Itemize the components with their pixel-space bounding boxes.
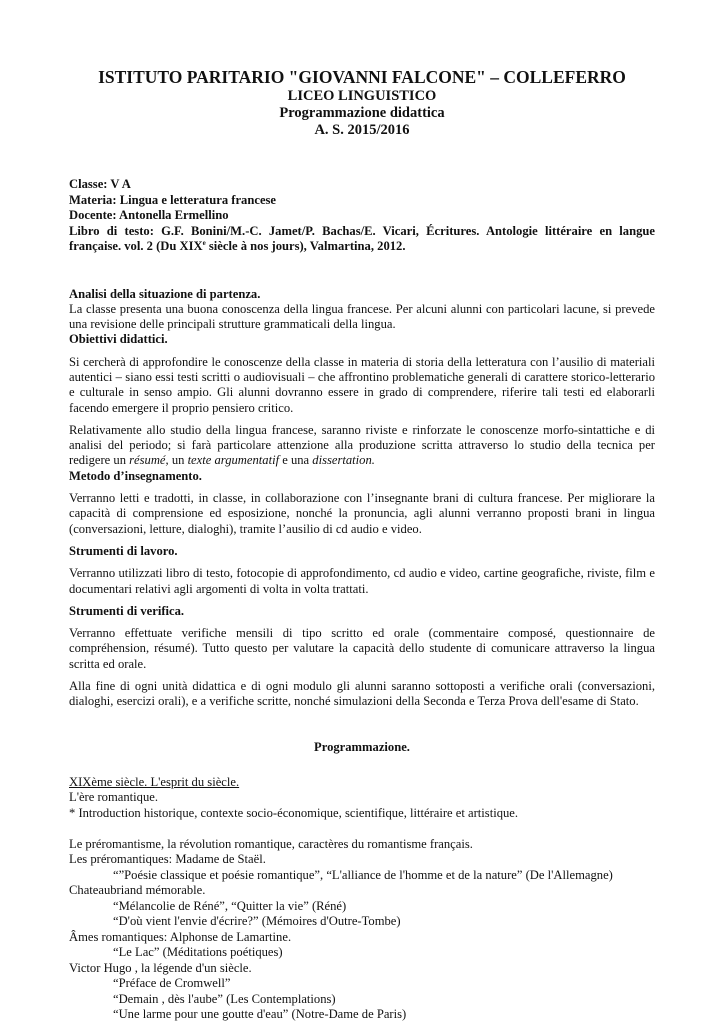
institute-title: ISTITUTO PARITARIO "GIOVANNI FALCONE" – COLLEFERRO <box>98 67 626 87</box>
programme-line: Victor Hugo , la légende d'un siècle. <box>69 960 252 975</box>
assessment-paragraph-2: Alla fine di ogni unità didattica e di ogni modulo gli alunni saranno sottoposti a verifiche orali (conversazioni, dialoghi, esercizi orali), e a verifiche scritte, nonché simulazioni della Seconda e Terza Prova dell'esame di Stato. <box>69 679 655 709</box>
situation-section <box>69 287 655 710</box>
textbook-text: Libro di testo: G.F. Bonini/M.-C. Jamet/P. Bachas/E. Vicari, Écritures. Antologie littéraire en langue française. vol. 2 (Du XIX <box>69 223 655 253</box>
textbook-text-end: siècle à nos jours), Valmartina, 2012. <box>205 239 406 253</box>
objectives-text: e una <box>279 453 313 468</box>
objectives-text: un <box>168 453 188 468</box>
programme-line: Le préromantisme, la révolution romantique, caractères du romantisme français. <box>69 836 473 851</box>
work-tools-heading: Strumenti di lavoro. <box>69 543 178 558</box>
programme-line: Chateaubriand mémorable. <box>69 883 206 898</box>
term-dissertation: dissertation. <box>312 453 375 468</box>
textbook-superscript: e <box>202 238 206 247</box>
programme-line: Les préromantiques: Madame de Staël. <box>69 852 266 867</box>
course-info <box>69 177 655 255</box>
programme-line: “Le Lac” (Méditations poétiques) <box>113 945 283 960</box>
situation-text: La classe presenta una buona conoscenza della lingua francese. Per alcuni alunni con particolari lacune, si prevede una revisione delle principali strutture grammaticali della lingua. <box>69 301 655 332</box>
objectives-text: Relativamente allo studio della lingua francese, saranno riviste e rinforzate le conoscenze morfo-sintattiche e di analisi del periodo; si farà particolare attenzione alla produzione scritta attraverso lo studio della tecnica per redigere un <box>69 422 655 468</box>
method-heading: Metodo d’insegnamento. <box>69 468 202 483</box>
programme-line: “Mélancolie de Réné”, “Quitter la vie” (Réné) <box>113 898 347 913</box>
school-name: LICEO LINGUISTICO <box>287 88 437 104</box>
programme-title: Programmazione. <box>314 739 410 754</box>
class-line: Classe: V A <box>69 177 131 191</box>
programme-heading: XIXème siècle. L'esprit du siècle. <box>69 774 240 789</box>
programme-line: * Introduction historique, contexte socio-économique, scientifique, littéraire et artistique. <box>69 805 519 820</box>
term-resume: résumé, <box>129 453 169 468</box>
situation-heading: Analisi della situazione di partenza. <box>69 286 261 301</box>
method-text: Verranno letti e tradotti, in classe, in collaborazione con l’insegnante brani di cultura francese. Per migliorare la capacità di comprensione ed esposizione, nonché la pronuncia, agli alunni verranno proposti brani in lingua (conversazioni, letture, dialoghi), tramite l’ausilio di cd audio e video. <box>69 491 655 536</box>
teacher-line: Docente: Antonella Ermellino <box>69 208 229 222</box>
programme-line: L'ère romantique. <box>69 790 158 805</box>
programme-line: “Une larme pour une goutte d'eau” (Notre-Dame de Paris) <box>113 1007 407 1022</box>
document-type: Programmazione didattica <box>279 105 445 121</box>
textbook-line <box>69 224 655 255</box>
programme-line: “Demain , dès l'aube” (Les Contemplations) <box>113 991 336 1006</box>
objectives-paragraph-1: Si cercherà di approfondire le conoscenze della classe in materia di storia della letteratura con l’ausilio di materiali autentici – siano essi testi scritti o audiovisuali – che affrontino problematiche generali di carattere storico-letterario e culturale in senso ampio. Gli alunni dovranno essere in grado di comprendere, riferire tali testi ed elaborarli facendo emergere il proprio pensiero critico. <box>69 354 655 415</box>
document-header <box>69 66 655 139</box>
programme-list <box>69 775 655 1023</box>
programme-line <box>69 821 655 837</box>
programme-line: “D'où vient l'envie d'écrire?” (Mémoires d'Outre-Tombe) <box>113 914 401 929</box>
work-tools-text: Verranno utilizzati libro di testo, fotocopie di approfondimento, cd audio e video, cartine geografiche, riviste, film e documentari relativi agli argomenti di volta in volta trattati. <box>69 566 655 596</box>
objectives-heading: Obiettivi didattici. <box>69 332 168 347</box>
objectives-paragraph-2 <box>69 423 655 469</box>
document-page <box>69 66 655 1023</box>
term-texte-argumentatif: texte argumentatif <box>187 453 280 468</box>
assessment-heading: Strumenti di verifica. <box>69 603 185 618</box>
school-year: A. S. 2015/2016 <box>314 122 410 138</box>
programme-line: Âmes romantiques: Alphonse de Lamartine. <box>69 929 292 944</box>
assessment-paragraph-1: Verranno effettuate verifiche mensili di tipo scritto ed orale (commentaire composé, questionnaire de compréhension, résumé). Tutto questo per valutare la capacità dello studente di comunicare attraverso la lingua scritta ed orale. <box>69 626 655 671</box>
programme-line: “Préface de Cromwell” <box>113 976 231 991</box>
subject-line: Materia: Lingua e letteratura francese <box>69 192 277 207</box>
programme-line: “”Poésie classique et poésie romantique”, “L'alliance de l'homme et de la nature” (De l'Allemagne) <box>113 867 613 882</box>
